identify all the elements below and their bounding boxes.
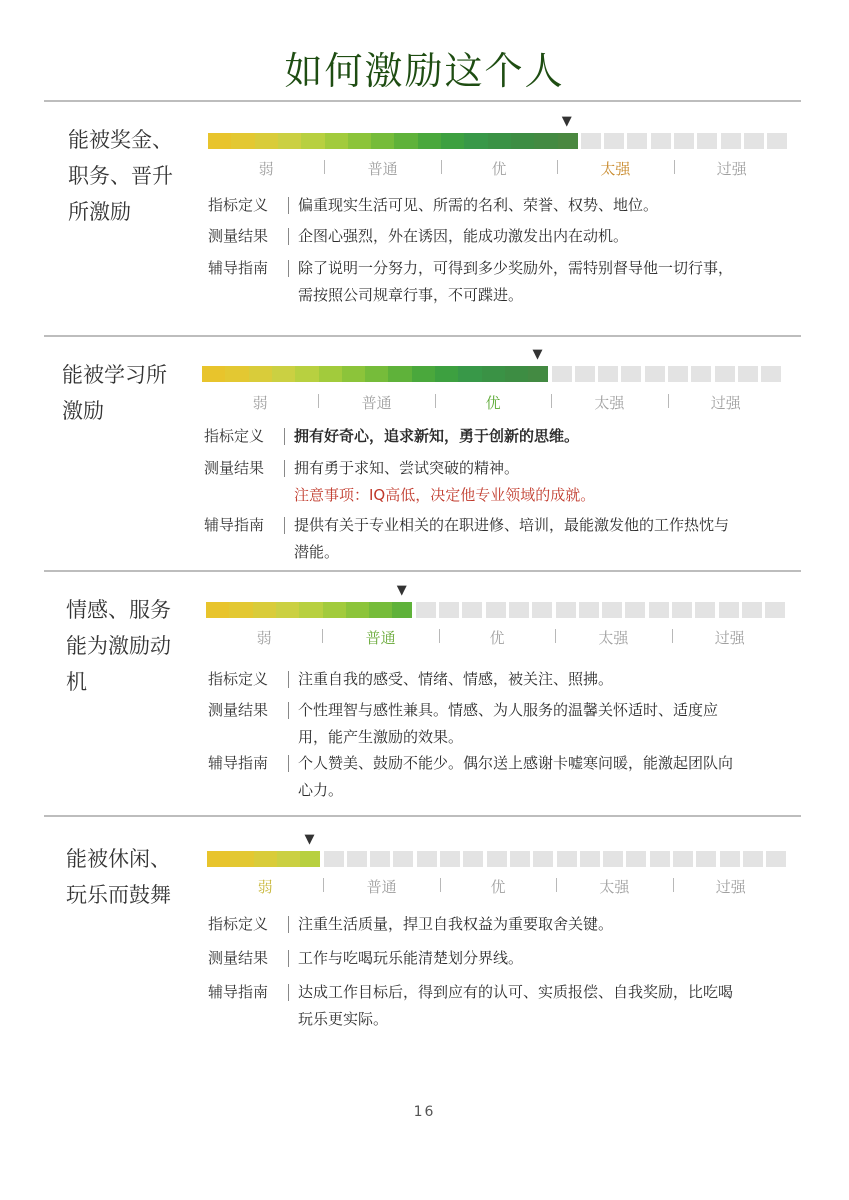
bar-segment-filled <box>253 602 277 618</box>
scale-separator <box>441 160 442 174</box>
bar-segment-empty <box>532 602 552 618</box>
row-key: 指标定义 <box>208 196 269 214</box>
bar-segment-filled <box>300 851 320 867</box>
bar-segment-empty <box>509 602 529 618</box>
bar-segment-filled <box>369 602 393 618</box>
bar-segment-empty <box>486 602 506 618</box>
scale-separator <box>557 160 558 174</box>
bar-segment-filled <box>255 133 279 149</box>
row-value: 偏重现实生活可见、所需的名利、荣誉、权势、地位。 <box>298 196 659 214</box>
row-result <box>204 455 784 509</box>
bar-segment-empty <box>579 602 599 618</box>
bar-segment-empty <box>674 133 694 149</box>
level-marker-icon: ▼ <box>396 583 407 598</box>
section-title: 能被休闲、 玩乐而鼓舞 <box>66 847 171 907</box>
bar-segment-empty <box>604 133 624 149</box>
bar-segment-empty <box>416 602 436 618</box>
row-key: 辅导指南 <box>208 983 269 1001</box>
scale-separator <box>674 160 675 174</box>
bar-segment-empty <box>761 366 781 382</box>
bar-segment-empty <box>557 851 577 867</box>
bar-segment-empty <box>691 366 711 382</box>
bar-segment-empty <box>668 366 688 382</box>
row-value: 提供有关于专业相关的在职进修、培训，最能激发他的工作热忱与潜能。 <box>294 516 730 561</box>
scale-label: 太强 <box>600 160 631 178</box>
bar-segment-empty <box>324 851 344 867</box>
scale-label: 优 <box>489 629 505 647</box>
bar-segment-empty <box>743 851 763 867</box>
scale-label: 过强 <box>710 394 741 412</box>
row-separator <box>284 428 285 445</box>
page-title: 如何激励这个人 <box>284 49 565 93</box>
row-separator <box>284 517 285 534</box>
bar-segment-filled <box>558 133 578 149</box>
bar-segment-empty <box>765 602 785 618</box>
row-value: 达成工作目标后，得到应有的认可、实质报偿、自我奖励，比吃喝玩乐更实际。 <box>298 983 734 1028</box>
bar-segment-empty <box>347 851 367 867</box>
row-separator <box>288 228 289 245</box>
rating-scale <box>202 392 784 412</box>
bar-segment-filled <box>249 366 273 382</box>
scale-label: 普通 <box>361 394 392 412</box>
scale-separator <box>318 394 319 408</box>
scale-separator <box>555 629 556 643</box>
row-value: 个性理智与感性兼具。情感、为人服务的温馨关怀适时、适度应用，能产生激励的效果。 <box>298 701 719 746</box>
row-value: 注重生活质量，捍卫自我权益为重要取舍关键。 <box>298 915 614 933</box>
row-separator <box>288 984 289 1001</box>
scale-label: 普通 <box>367 160 398 178</box>
rating-bar <box>207 832 789 867</box>
scale-label: 优 <box>485 394 501 412</box>
bar-segment-filled <box>319 366 343 382</box>
bar-segment-empty <box>575 366 595 382</box>
row-key: 辅导指南 <box>208 259 269 277</box>
scale-separator <box>322 629 323 643</box>
bar-segment-empty <box>715 366 735 382</box>
bar-segment-filled <box>276 602 300 618</box>
bar-segment-empty <box>742 602 762 618</box>
scale-label: 过强 <box>716 160 747 178</box>
row-separator <box>288 755 289 772</box>
bar-segment-filled <box>202 366 226 382</box>
rating-bar <box>208 114 790 149</box>
bar-segment-empty <box>552 366 572 382</box>
row-key: 测量结果 <box>208 701 269 719</box>
bar-segment-empty <box>393 851 413 867</box>
section-title: 能被学习所 激励 <box>62 363 167 423</box>
bar-segment-empty <box>738 366 758 382</box>
bar-segment-filled <box>278 133 302 149</box>
bar-segment-empty <box>602 602 622 618</box>
bar-segment-empty <box>696 851 716 867</box>
bar-segment-empty <box>697 133 717 149</box>
bar-segment-empty <box>533 851 553 867</box>
bar-segment-empty <box>370 851 390 867</box>
bar-segment-filled <box>418 133 442 149</box>
bar-segment-filled <box>365 366 389 382</box>
scale-label: 太强 <box>599 878 630 896</box>
level-marker-icon: ▼ <box>304 832 315 847</box>
section-emotion-service <box>44 570 801 815</box>
bar-segment-filled <box>458 366 482 382</box>
row-key: 指标定义 <box>208 670 269 688</box>
bar-segment-empty <box>767 133 787 149</box>
row-key: 测量结果 <box>204 459 265 477</box>
section-title: 能被奖金、 职务、晋升 所激励 <box>68 128 173 224</box>
bar-segment-empty <box>621 366 641 382</box>
bar-segment-filled <box>534 133 558 149</box>
bar-segment-empty <box>625 602 645 618</box>
bar-segment-empty <box>627 133 647 149</box>
section-learning <box>44 335 801 570</box>
bar-segment-empty <box>719 602 739 618</box>
scale-label: 弱 <box>256 629 272 647</box>
bar-segment-empty <box>744 133 764 149</box>
scale-label: 过强 <box>715 878 746 896</box>
bar-segment-filled <box>394 133 418 149</box>
bar-segment-filled <box>225 366 249 382</box>
scale-label: 优 <box>490 878 506 896</box>
row-value: 注重自我的感受、情绪、情感，被关注、照拂。 <box>298 670 614 688</box>
bar-segment-filled <box>230 851 254 867</box>
bar-segment-filled <box>231 133 255 149</box>
bar-segment-filled <box>528 366 548 382</box>
bar-segment-empty <box>651 133 671 149</box>
scale-label: 弱 <box>258 160 274 178</box>
rating-bar <box>202 347 784 382</box>
rating-scale <box>206 627 788 647</box>
bar-segment-empty <box>598 366 618 382</box>
row-separator <box>288 916 289 933</box>
bar-segment-empty <box>556 602 576 618</box>
bar-segment-empty <box>463 851 483 867</box>
scale-separator <box>440 878 441 892</box>
row-value: 拥有勇于求知、尝试突破的精神。 <box>294 459 520 477</box>
bar-segment-filled <box>482 366 506 382</box>
row-separator <box>288 197 289 214</box>
bar-segment-filled <box>295 366 319 382</box>
row-value: 拥有好奇心，追求新知，勇于创新的思维。 <box>294 427 580 445</box>
bar-segment-filled <box>299 602 323 618</box>
bar-segment-empty <box>650 851 670 867</box>
row-key: 辅导指南 <box>204 516 265 534</box>
bar-segment-filled <box>229 602 253 618</box>
row-key: 指标定义 <box>208 915 269 933</box>
scale-separator <box>435 394 436 408</box>
bar-segment-filled <box>346 602 370 618</box>
bar-segment-filled <box>272 366 296 382</box>
bar-segment-filled <box>348 133 372 149</box>
bar-segment-filled <box>392 602 412 618</box>
bar-segment-empty <box>580 851 600 867</box>
bar-segment-empty <box>649 602 669 618</box>
scale-separator <box>324 160 325 174</box>
bar-segment-filled <box>435 366 459 382</box>
bar-segment-filled <box>301 133 325 149</box>
bar-segment-filled <box>464 133 488 149</box>
scale-label: 太强 <box>594 394 625 412</box>
scale-separator <box>672 629 673 643</box>
scale-label: 弱 <box>252 394 268 412</box>
bar-segment-empty <box>766 851 786 867</box>
bar-segment-filled <box>505 366 529 382</box>
row-key: 测量结果 <box>208 227 269 245</box>
scale-label: 优 <box>491 160 507 178</box>
row-value: 企图心强烈，外在诱因，能成功激发出内在动机。 <box>298 227 629 245</box>
row-key: 辅导指南 <box>208 754 269 772</box>
scale-separator <box>673 878 674 892</box>
bar-segment-empty <box>510 851 530 867</box>
row-key: 指标定义 <box>204 427 265 445</box>
bar-segment-empty <box>487 851 507 867</box>
bar-segment-filled <box>488 133 512 149</box>
scale-label: 普通 <box>366 878 397 896</box>
page-number: 16 <box>413 1104 436 1120</box>
bar-segment-empty <box>695 602 715 618</box>
section-leisure <box>44 815 801 1045</box>
bar-segment-filled <box>208 133 232 149</box>
bar-segment-empty <box>626 851 646 867</box>
bar-segment-empty <box>672 602 692 618</box>
section-bonus-promotion <box>44 100 801 335</box>
rating-scale <box>208 158 790 178</box>
bar-segment-filled <box>412 366 436 382</box>
bar-segment-filled <box>206 602 230 618</box>
scale-separator <box>668 394 669 408</box>
attention-note: 注意事项：IQ高低，决定他专业领域的成就。 <box>294 486 596 504</box>
scale-separator <box>551 394 552 408</box>
row-separator <box>288 950 289 967</box>
row-separator <box>288 260 289 277</box>
bar-segment-empty <box>603 851 623 867</box>
bar-segment-empty <box>581 133 601 149</box>
bar-segment-empty <box>721 133 741 149</box>
bar-segment-filled <box>511 133 535 149</box>
bar-segment-empty <box>673 851 693 867</box>
bar-segment-filled <box>388 366 412 382</box>
level-marker-icon: ▼ <box>561 114 572 129</box>
row-separator <box>284 460 285 477</box>
bar-segment-filled <box>325 133 349 149</box>
bar-segment-filled <box>371 133 395 149</box>
bar-segment-filled <box>254 851 278 867</box>
bar-segment-filled <box>207 851 231 867</box>
bar-segment-filled <box>277 851 301 867</box>
scale-separator <box>556 878 557 892</box>
level-marker-icon: ▼ <box>532 347 543 362</box>
scale-label: 太强 <box>598 629 629 647</box>
bar-segment-empty <box>645 366 665 382</box>
rating-scale <box>207 876 789 896</box>
row-value: 除了说明一分努力，可得到多少奖励外，需特别督导他一切行事，需按照公司规章行事，不可蹀进。 <box>298 259 734 304</box>
rating-bar <box>206 583 788 618</box>
bar-segment-filled <box>342 366 366 382</box>
row-separator <box>288 671 289 688</box>
row-key: 测量结果 <box>208 949 269 967</box>
row-value: 工作与吃喝玩乐能清楚划分界线。 <box>298 949 524 967</box>
scale-label: 普通 <box>365 629 396 647</box>
row-separator <box>288 702 289 719</box>
bar-segment-empty <box>439 602 459 618</box>
row-value: 个人赞美、鼓励不能少。偶尔送上感谢卡嘘寒问暖，能激起团队向心力。 <box>298 754 734 799</box>
scale-separator <box>323 878 324 892</box>
bar-segment-empty <box>417 851 437 867</box>
bar-segment-empty <box>720 851 740 867</box>
scale-label: 弱 <box>257 878 273 896</box>
bar-segment-empty <box>462 602 482 618</box>
section-title: 情感、服务 能为激励动 机 <box>66 598 171 694</box>
bar-segment-filled <box>441 133 465 149</box>
bar-segment-empty <box>440 851 460 867</box>
scale-label: 过强 <box>714 629 745 647</box>
scale-separator <box>439 629 440 643</box>
bar-segment-filled <box>323 602 347 618</box>
